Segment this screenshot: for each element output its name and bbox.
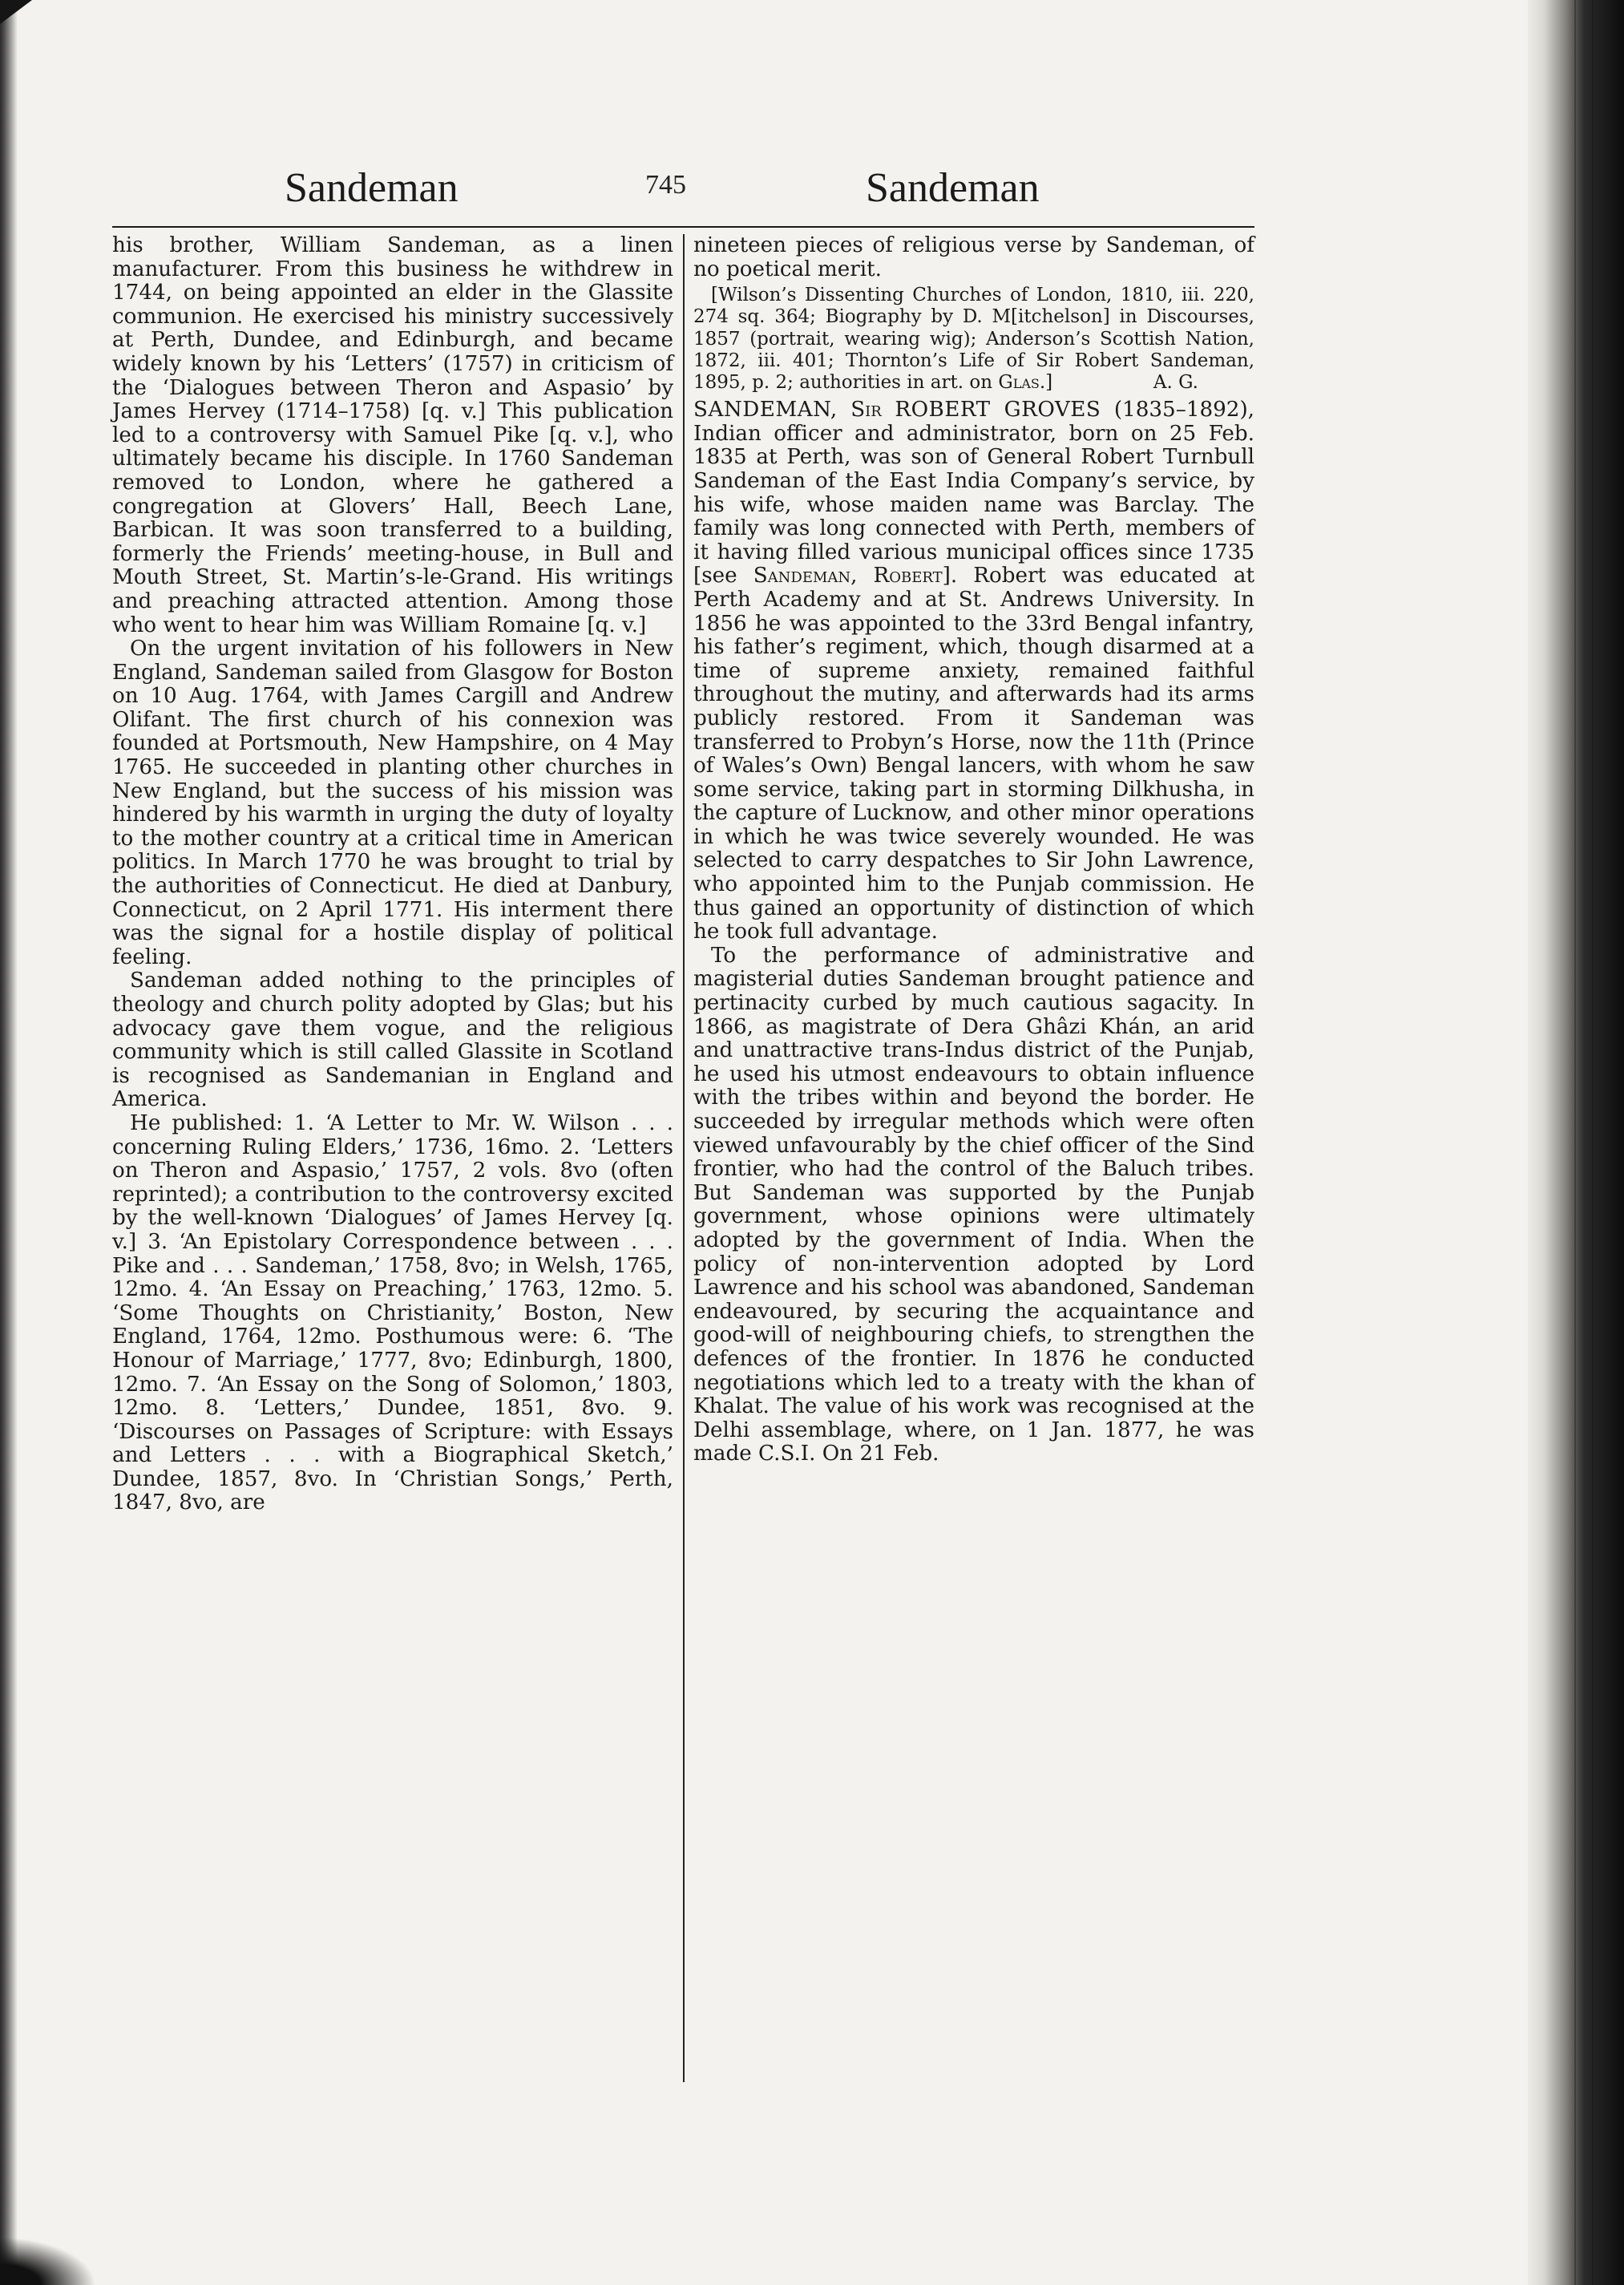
gutter-line — [1592, 0, 1594, 2285]
book-gutter-shadow — [1528, 0, 1624, 2285]
running-head — [96, 160, 1250, 223]
entry-text: (1835–1892), Indian officer and administrator, born on 25 Feb. 1835 at Perth, was son of General Robert Turnbull Sandeman of the East India Company’s service, by his wife, whose maiden name was Barclay. The family was long connected with Perth, members of it having filled various municipal offices since 1735 [see — [693, 398, 1255, 588]
references-crossref: Glas.] — [998, 372, 1053, 393]
entry-name: ROBERT GROVES — [895, 398, 1101, 423]
header-rule — [112, 226, 1254, 228]
paragraph: his brother, William Sandeman, as a linen manufacturer. From this business he withdrew in 1744, on being appointed an elder in the Glassite communion. He exercised his ministry successively at Perth, Dundee, and Edinburgh, and became widely known by his ‘Letters’ (1757) in criticism of the ‘Dialogues between Theron and Aspasio’ by James Hervey (1714–1758) [q. v.] This publication led to a controversy with Samuel Pike [q. v.], who ultimately became his disciple. In 1760 Sandeman removed to London, where he gathered a congregation at Glovers’ Hall, Beech Lane, Barbican. It was soon transferred to a building, formerly the Friends’ meeting-house, in Bull and Mouth Street, St. Martin’s-le-Grand. His writings and preaching attracted attention. Among those who went to hear him was William Romaine [q. v.] — [112, 233, 673, 637]
page-number: 745 — [645, 170, 686, 200]
author-initials: A. G. — [1153, 372, 1198, 393]
references — [693, 285, 1254, 394]
running-head-right: Sandeman — [866, 165, 1040, 211]
column-divider — [683, 234, 685, 2082]
paragraph: To the performance of administrative and magisterial duties Sandeman brought patience and pertinacity curbed by much cautious sagacity. In 1866, as magistrate of Dera Ghâzi Khán, an arid and unattractive trans-Indus district of the Punjab, he used his utmost endeavours to obtain influence with the tribes within and beyond the border. He succeeded by irregular methods which were often viewed unfavourably by the chief officer of the Sind frontier, who had the control of the Baluch tribes. But Sandeman was supported by the Punjab government, whose opinions were ultimately adopted by the government of India. When the policy of non-intervention adopted by Lord Lawrence and his school was abandoned, Sandeman endeavoured, by securing the acquaintance and good-will of neighbouring chiefs, to strengthen the defences of the frontier. In 1876 he conducted negotiations which led to a treaty with the khan of Khalat. The value of his work was recognised at the Delhi assemblage, where, on 1 Jan. 1877, he was made C.S.I. On 21 Feb. — [693, 943, 1254, 1466]
book-page — [96, 160, 1255, 2069]
running-head-left: Sandeman — [285, 165, 459, 211]
scan-bottom-left-corner — [0, 2237, 96, 2285]
scan-left-edge-shadow — [0, 0, 18, 2285]
right-column — [693, 234, 1254, 1466]
entry-crossref: Sandeman, Robert — [753, 564, 943, 588]
text-columns — [112, 234, 1254, 2062]
paragraph: He published: 1. ‘A Letter to Mr. W. Wilson . . . concerning Ruling Elders,’ 1736, 16mo. 2. ‘Letters on Theron and Aspasio,’ 1757, 2 vols. 8vo (often reprinted); a contribution to the controversy excited by the well-known ‘Dialogues’ of James Hervey [q. v.] 3. ‘An Epistolary Correspondence between . . . Pike and . . . Sandeman,’ 1758, 8vo; in Welsh, 1765, 12mo. 4. ‘An Essay on Preaching,’ 1763, 12mo. 5. ‘Some Thoughts on Christianity,’ Boston, New England, 1764, 12mo. Posthumous were: 6. ‘The Honour of Marriage,’ 1777, 8vo; Edinburgh, 1800, 12mo. 7. ‘An Essay on the Song of Solomon,’ 1803, 12mo. 8. ‘Letters,’ Dundee, 1851, 8vo. 9. ‘Discourses on Passages of Scripture: with Essays and Letters . . . with a Biographical Sketch,’ Dundee, 1857, 8vo. In ‘Christian Songs,’ Perth, 1847, 8vo, are — [112, 1110, 673, 1515]
entry-text-continued: ]. Robert was educated at Perth Academy and at St. Andrews University. In 1856 he was appointed to the 33rd Bengal infantry, his father’s regiment, which, though disarmed at a time of supreme anxiety, remained faithful throughout the mutiny, and afterwards had its arms publicly restored. From it Sandeman was transferred to Probyn’s Horse, now the 11th (Prince of Wales’s Own) Bengal lancers, with whom he saw some service, taking part in storming Dilkhusha, in the capture of Lucknow, and other minor operations in which he was twice severely wounded. He was selected to carry despatches to Sir John Lawrence, who appointed him to the Punjab commission. He thus gained an opportunity of distinction of which he took full advantage. — [693, 564, 1254, 944]
paragraph: Sandeman added nothing to the principles of theology and church polity adopted by Glas; but his advocacy gave them vogue, and the religious community which is still called Glassite in Scotland is recognised as Sandemanian in England and America. — [112, 969, 673, 1112]
paragraph: On the urgent invitation of his followers in New England, Sandeman sailed from Glasgow for Boston on 10 Aug. 1764, with James Cargill and Andrew Olifant. The first church of his connexion was founded at Portsmouth, New Hampshire, on 4 May 1765. He succeeded in planting other churches in New England, but the success of his mission was hindered by his warmth in urging the duty of loyalty to the mother country at a critical time in American politics. In March 1770 he was brought to trial by the authorities of Connecticut. He died at Danbury, Connecticut, on 2 April 1771. His interment there was the signal for a hostile display of political feeling. — [112, 637, 673, 969]
entry-title-honorific: Sir — [850, 398, 882, 423]
left-column — [112, 234, 673, 1515]
entry-headword: SANDEMAN, — [693, 398, 838, 423]
entry-paragraph — [693, 398, 1254, 944]
paragraph: nineteen pieces of religious verse by Sandeman, of no poetical merit. — [693, 233, 1254, 281]
references-text: [Wilson’s Dissenting Churches of London, 1810, iii. 220, 274 sq. 364; Biography by D. M[itchelson] in Discourses, 1857 (portrait, wearing wig); Anderson’s Scottish Nation, 1872, iii. 401; Thornton’s Life of Sir Robert Sandeman, 1895, p. 2; authorities in art. on — [693, 285, 1254, 393]
gutter-line — [1574, 0, 1576, 2285]
